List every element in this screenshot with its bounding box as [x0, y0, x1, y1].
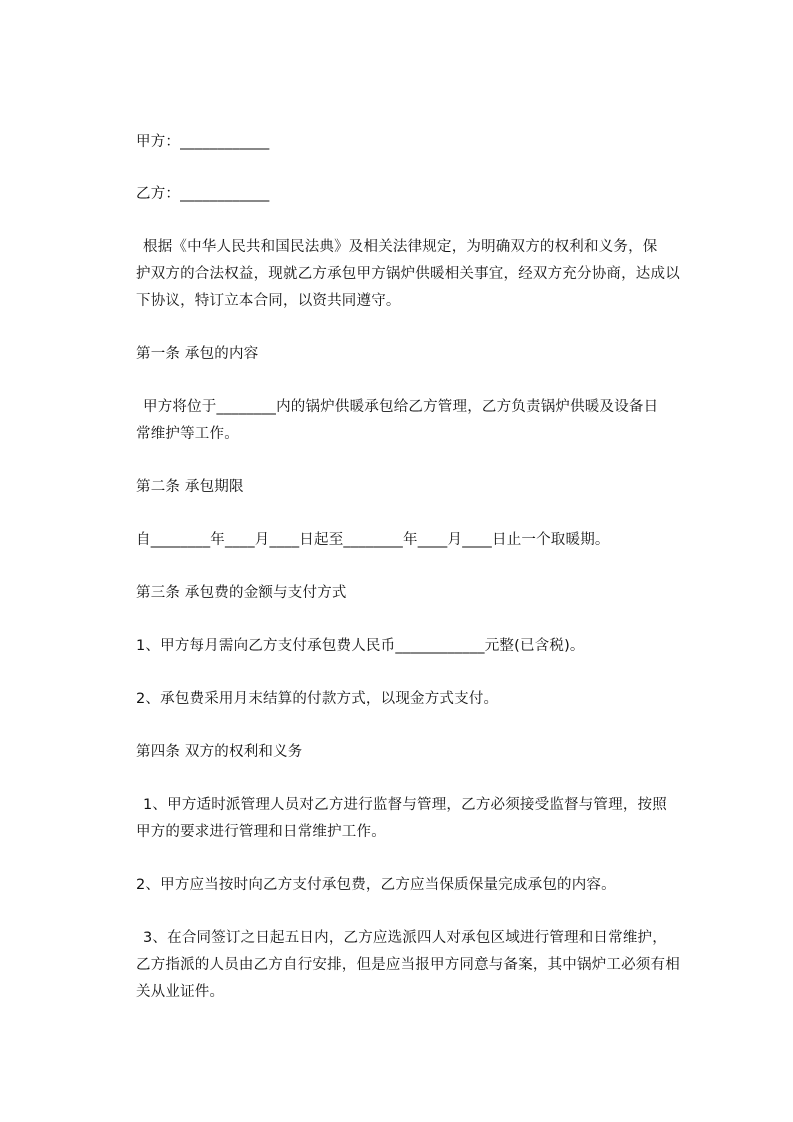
article-1-body-line-2: 常维护等工作。: [136, 426, 239, 442]
article-1-body-line-1: 甲方将位于________内的锅炉供暖承包给乙方管理，乙方负责锅炉供暖及设备日: [143, 399, 659, 415]
article-4-item-1-line-1: 1、甲方适时派管理人员对乙方进行监督与管理，乙方必须接受监督与管理，按照: [143, 797, 667, 813]
article-4-item-3-line-1: 3、在合同签订之日起五日内，乙方应选派四人对承包区域进行管理和日常维护，: [143, 930, 667, 946]
article-4-item-2: 2、甲方应当按时向乙方支付承包费，乙方应当保质保量完成承包的内容。: [136, 877, 616, 893]
article-2-title: 第二条 承包期限: [136, 479, 244, 495]
preamble-line-2: 护双方的合法权益，现就乙方承包甲方锅炉供暖相关事宜，经双方充分协商，达成以: [136, 266, 680, 282]
article-1-title: 第一条 承包的内容: [136, 346, 259, 362]
article-4-item-3-line-2: 乙方指派的人员由乙方自行安排，但是应当报甲方同意与备案，其中锅炉工必须有相: [136, 957, 680, 973]
party-b-line: 乙方：____________: [136, 186, 270, 202]
party-a-line: 甲方：____________: [136, 134, 270, 150]
article-4-item-1-line-2: 甲方的要求进行管理和日常维护工作。: [136, 824, 386, 840]
article-4-item-3-line-3: 关从业证件。: [136, 984, 225, 1000]
preamble-line-1: 根据《中华人民共和国民法典》及相关法律规定，为明确双方的权利和义务，保: [143, 239, 658, 255]
article-3-title: 第三条 承包费的金额与支付方式: [136, 585, 347, 601]
article-3-item-2: 2、承包费采用月末结算的付款方式，以现金方式支付。: [136, 691, 499, 707]
article-2-body: 自________年____月____日起至________年____月____日止一个取暖期。: [136, 532, 610, 548]
preamble-line-3: 下协议，特订立本合同，以资共同遵守。: [136, 293, 401, 309]
article-4-title: 第四条 双方的权利和义务: [136, 744, 303, 760]
article-3-item-1: 1、甲方每月需向乙方支付承包费人民币____________元整(已含税)。: [136, 638, 585, 654]
